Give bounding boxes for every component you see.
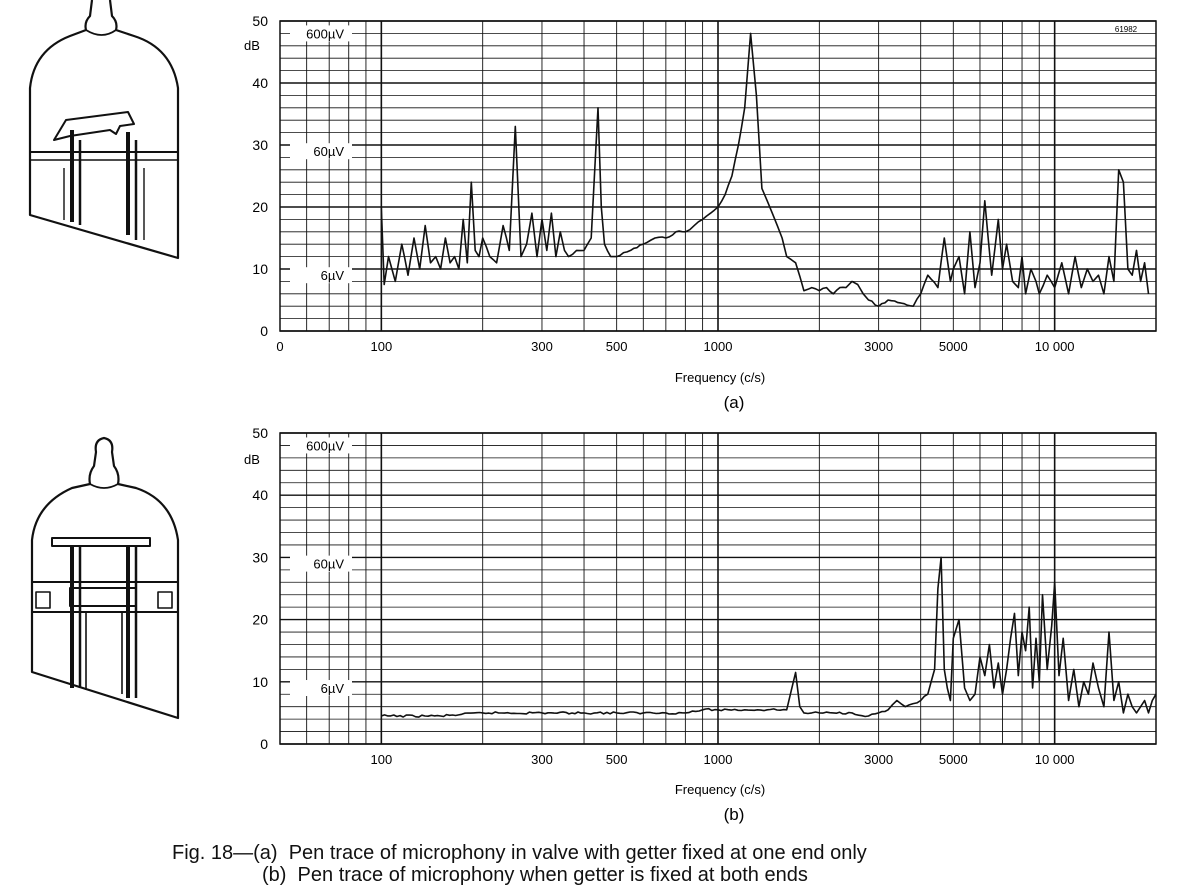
x-tick-label: 3000 [864, 752, 894, 767]
x-tick-label: 1000 [703, 339, 733, 354]
figure-caption-line-1: Fig. 18—(a) Pen trace of microphony in valve with getter fixed at one end only [172, 842, 867, 864]
x-tick-label: 500 [605, 752, 628, 767]
x-ticks-b [370, 752, 1074, 767]
y-tick-label: 40 [252, 75, 268, 91]
x-tick-label: 300 [531, 752, 553, 767]
y-tick-label: 0 [260, 736, 268, 752]
y-ticks-a [252, 13, 268, 339]
voltage-label: 60µV [313, 144, 344, 160]
chart-panel-a [244, 13, 1156, 412]
x-tick-label: 1000 [703, 752, 733, 767]
voltage-label: 6µV [320, 681, 344, 697]
grid-b [280, 433, 1156, 744]
valve-drawing-a [30, 0, 178, 258]
stamp-code: 61982 [1114, 25, 1138, 34]
y-tick-label: 30 [252, 137, 268, 153]
voltage-label: 60µV [313, 556, 344, 572]
y-axis-label-b: dB [244, 452, 260, 467]
voltage-label: 600µV [306, 26, 344, 42]
x-tick-label: 3000 [864, 339, 894, 354]
y-ticks-b [252, 425, 268, 752]
y-tick-label: 10 [252, 261, 268, 277]
x-tick-label: 10 000 [1034, 752, 1075, 767]
chart-panel-b [244, 425, 1156, 824]
y-tick-label: 20 [252, 611, 268, 628]
y-tick-label: 20 [252, 199, 268, 215]
x-axis-label-b: Frequency (c/s) [674, 782, 766, 797]
x-tick-label: 500 [605, 339, 628, 354]
x-tick-label: 100 [370, 339, 393, 354]
y-tick-label: 50 [252, 425, 268, 441]
y-tick-label: 40 [252, 487, 268, 504]
y-tick-label: 50 [252, 13, 268, 29]
x-tick-label: 0 [276, 339, 284, 354]
y-axis-label-a: dB [244, 38, 260, 53]
panel-label-a: (a) [723, 393, 745, 412]
y-tick-label: 10 [252, 673, 268, 690]
figure-caption-line-2: (b) Pen trace of microphony when getter is fixed at both ends [262, 864, 808, 886]
y-tick-label: 0 [260, 323, 268, 339]
voltage-label: 600µV [306, 438, 344, 454]
x-tick-label: 5000 [938, 339, 968, 354]
x-axis-label-a: Frequency (c/s) [674, 370, 766, 385]
trace-line-b [381, 557, 1156, 717]
x-ticks-a [276, 339, 1074, 354]
x-tick-label: 100 [370, 752, 393, 767]
x-tick-label: 300 [531, 339, 553, 354]
panel-label-b: (b) [723, 805, 745, 824]
x-tick-label: 10 000 [1034, 339, 1075, 354]
voltage-label: 6µV [320, 268, 344, 284]
x-tick-label: 5000 [938, 752, 968, 767]
y-tick-label: 30 [252, 549, 268, 566]
valve-drawing-b [32, 438, 178, 718]
